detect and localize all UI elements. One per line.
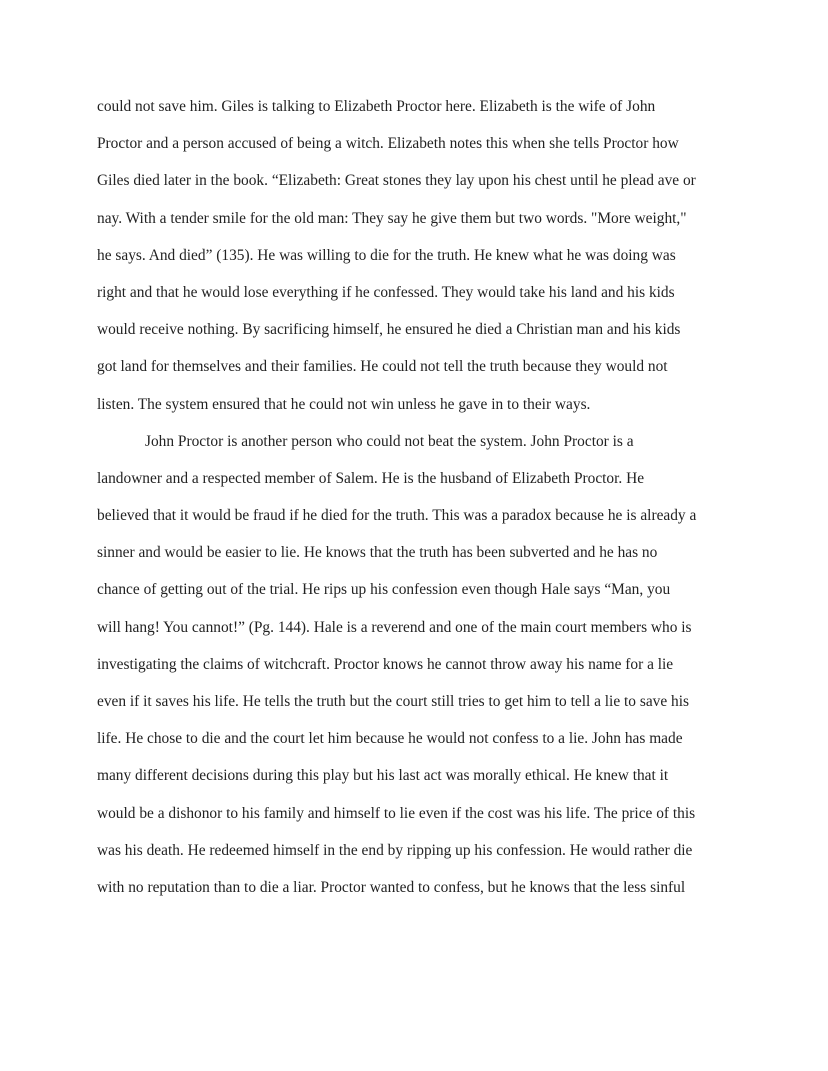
text-line: right and that he would lose everything if he confessed. They would take his land and his kids	[97, 283, 675, 301]
text-line: with no reputation than to die a liar. Proctor wanted to confess, but he knows that the less sinful	[97, 878, 686, 896]
text-line: Proctor and a person accused of being a witch. Elizabeth notes this when she tells Proctor how	[97, 135, 679, 153]
text-line: investigating the claims of witchcraft. Proctor knows he cannot throw away his name for a lie	[97, 655, 674, 673]
text-line: will hang! You cannot!” (Pg. 144). Hale is a reverend and one of the main court members who is	[97, 618, 692, 636]
text-line: he says. And died” (135). He was willing to die for the truth. He knew what he was doing was	[97, 246, 676, 264]
text-line: sinner and would be easier to lie. He knows that the truth has been subverted and he has no	[97, 544, 658, 562]
text-line: was his death. He redeemed himself in the end by ripping up his confession. He would rather die	[97, 841, 693, 859]
text-line: life. He chose to die and the court let him because he would not confess to a lie. John has made	[97, 730, 683, 748]
text-line: could not save him. Giles is talking to Elizabeth Proctor here. Elizabeth is the wife of John	[97, 98, 656, 115]
text-line: even if it saves his life. He tells the truth but the court still tries to get him to tell a lie to save his	[97, 693, 689, 710]
text-line: listen. The system ensured that he could not win unless he gave in to their ways.	[97, 395, 591, 413]
essay-body	[97, 94, 737, 912]
text-line: many different decisions during this play but his last act was morally ethical. He knew that it	[97, 767, 669, 785]
text-line: believed that it would be fraud if he died for the truth. This was a paradox because he is already a	[97, 507, 697, 525]
text-line: nay. With a tender smile for the old man: They say he give them but two words. "More weight,"	[97, 209, 687, 227]
text-line: got land for themselves and their families. He could not tell the truth because they would not	[97, 358, 668, 376]
text-line: landowner and a respected member of Salem. He is the husband of Elizabeth Proctor. He	[97, 469, 645, 487]
text-line: would be a dishonor to his family and himself to lie even if the cost was his life. The price of this	[97, 804, 696, 822]
text-line: Giles died later in the book. “Elizabeth: Great stones they lay upon his chest until he plead ave or	[97, 172, 696, 190]
paragraph-start-line: John Proctor is another person who could not beat the system. John Proctor is a	[145, 432, 634, 450]
text-line: chance of getting out of the trial. He rips up his confession even though Hale says “Man, you	[97, 581, 671, 599]
text-line: would receive nothing. By sacrificing himself, he ensured he died a Christian man and his kids	[97, 321, 681, 339]
